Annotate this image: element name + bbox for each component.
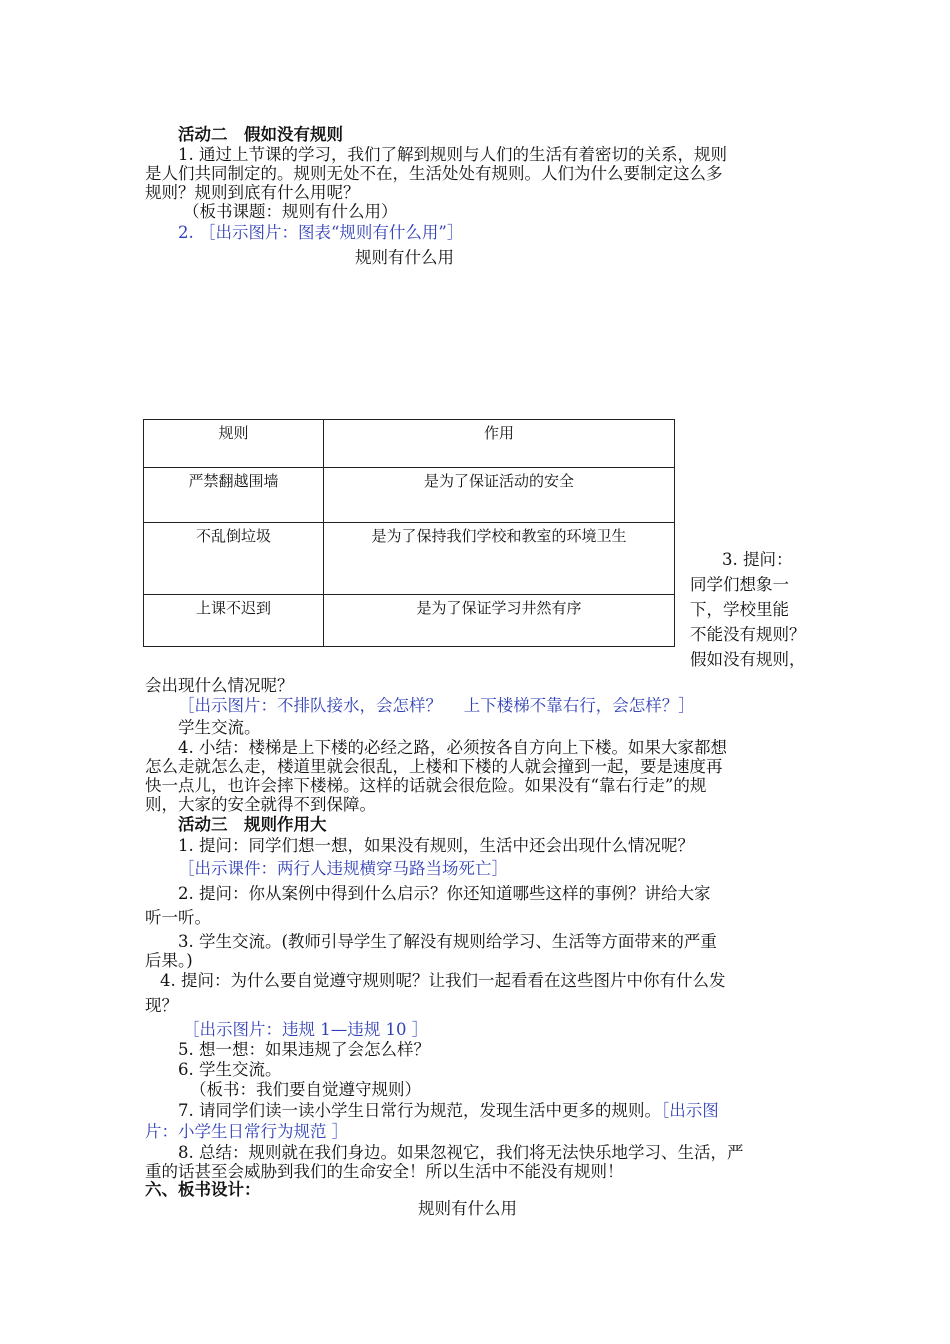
table-header-rule: 规则 [144, 420, 324, 468]
activity3-q2-line2: 听一听。 [145, 908, 211, 927]
activity3-q7-line2: 片：小学生日常行为规范 ］ [145, 1122, 349, 1141]
activity3-q2-line1: 2. 提问：你从案例中得到什么启示？你还知道哪些这样的事例？讲给大家 [178, 884, 711, 903]
activity2-p1-line2: 是人们共同制定的。规则无处不在，生活处处有规则。人们为什么要制定这么多 [145, 164, 723, 183]
activity2-board-title: （板书课题：规则有什么用） [183, 202, 398, 221]
q3-line1: 3. 提问： [722, 550, 793, 569]
table-cell-purpose: 是为了保证活动的安全 [324, 468, 675, 523]
activity3-q3-line1: 3. 学生交流。(教师引导学生了解没有规则给学习、生活等方面带来的严重 [178, 932, 717, 951]
summary4-line1: 4. 小结：楼梯是上下楼的必经之路，必须按各自方向上下楼。如果大家都想 [178, 738, 727, 757]
section6-board-title: 规则有什么用 [418, 1199, 517, 1218]
activity3-q5: 5. 想一想：如果违规了会怎么样？ [178, 1040, 430, 1059]
summary4-line3: 快一点儿，也许会摔下楼梯。这样的话就会很危险。如果没有“靠右行走”的规 [145, 776, 707, 795]
rules-table [143, 419, 675, 647]
activity2-p1-line3: 规则？规则到底有什么用呢？ [145, 183, 360, 202]
activity3-q4-line2: 现？ [145, 996, 178, 1015]
activity2-heading: 活动二 假如没有规则 [178, 125, 343, 144]
q7-show-picture: ［出示图 [661, 1101, 719, 1120]
section6-heading: 六、板书设计： [145, 1180, 261, 1199]
q3-line3: 下，学校里能 [690, 600, 789, 619]
show-pictures-water-stairs: ［出示图片：不排队接水，会怎样？ 上下楼梯不靠右行，会怎样？］ [178, 696, 695, 715]
activity2-show-chart: 2. ［出示图片：图表“规则有什么用”］ [178, 223, 464, 242]
activity3-q8-line1: 8. 总结：规则就在我们身边。如果忽视它，我们将无法快乐地学习、生活，严 [178, 1143, 744, 1162]
table-cell-rule: 不乱倒垃圾 [144, 523, 324, 595]
table-header-purpose: 作用 [324, 420, 675, 468]
table-row [144, 523, 675, 595]
q3-line5: 假如没有规则， [690, 650, 806, 669]
show-violations: ［出示图片：违规 1—违规 10 ］ [183, 1020, 429, 1039]
chart-title: 规则有什么用 [355, 248, 454, 267]
q7-text: 7. 请同学们读一读小学生日常行为规范，发现生活中更多的规则。 [178, 1101, 661, 1120]
activity3-q3-line2: 后果。) [145, 951, 193, 970]
table-row [144, 595, 675, 647]
table-header-row [144, 420, 675, 468]
activity3-heading: 活动三 规则作用大 [178, 815, 327, 834]
activity3-board: （板书：我们要自觉遵守规则） [190, 1080, 421, 1099]
show-courseware: ［出示课件：两行人违规横穿马路当场死亡］ [178, 859, 508, 878]
q3-line4: 不能没有规则？ [690, 625, 806, 644]
q3-line6: 会出现什么情况呢？ [145, 676, 294, 695]
summary4-line4: 则，大家的安全就得不到保障。 [145, 795, 376, 814]
activity3-q7-line1 [178, 1101, 719, 1121]
table-cell-rule: 严禁翻越围墙 [144, 468, 324, 523]
table-cell-purpose: 是为了保证学习井然有序 [324, 595, 675, 647]
activity3-q1: 1. 提问：同学们想一想，如果没有规则，生活中还会出现什么情况呢？ [178, 836, 694, 855]
table-cell-purpose: 是为了保持我们学校和教室的环境卫生 [324, 523, 675, 595]
table-cell-rule: 上课不迟到 [144, 595, 324, 647]
table-row [144, 468, 675, 523]
q3-line2: 同学们想象一 [690, 575, 789, 594]
activity3-q6: 6. 学生交流。 [178, 1060, 282, 1079]
activity3-q8-line2: 重的话甚至会威胁到我们的生命安全！所以生活中不能没有规则！ [145, 1162, 624, 1181]
activity2-p1-line1: 1. 通过上节课的学习，我们了解到规则与人们的生活有着密切的关系，规则 [178, 145, 727, 164]
activity3-q4-line1: 4. 提问：为什么要自觉遵守规则呢？让我们一起看看在这些图片中你有什么发 [160, 971, 726, 990]
student-talk: 学生交流。 [178, 718, 261, 737]
summary4-line2: 怎么走就怎么走，楼道里就会很乱，上楼和下楼的人就会撞到一起，要是速度再 [145, 757, 723, 776]
